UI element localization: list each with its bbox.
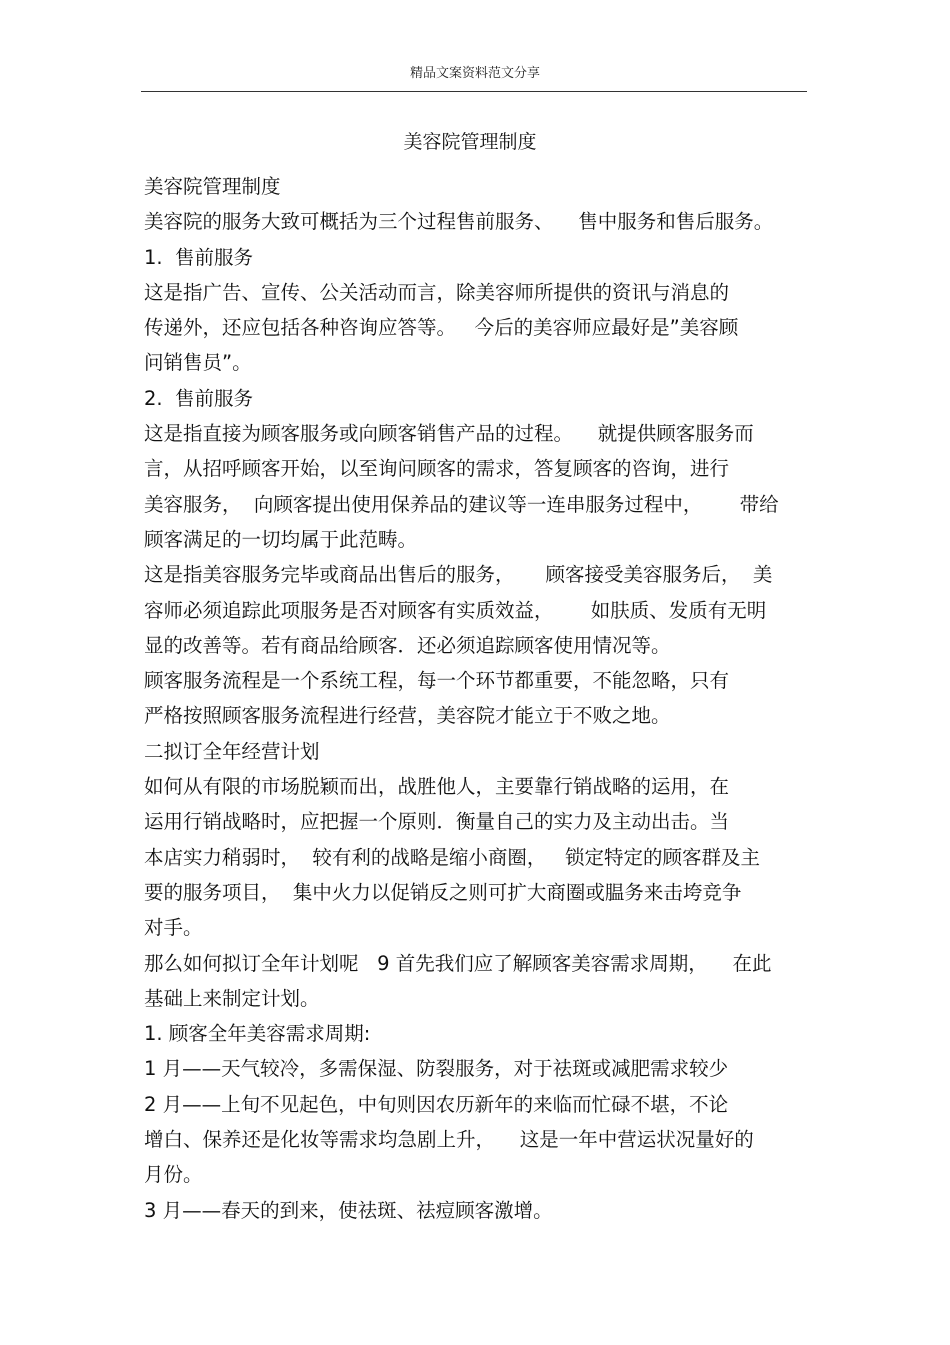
body-line: 顾客满足的一切均属于此范畴。 — [144, 527, 418, 551]
body-line: 严格按照顾客服务流程进行经营，美容院才能立于不败之地。 — [144, 704, 671, 728]
body-line: 1. 顾客全年美容需求周期: — [144, 1022, 371, 1046]
body-line: 本店实力稍弱时， 较有利的战略是缩小商圈， 锁定特定的顾客群及主 — [144, 845, 760, 869]
body-line: 那么如何拟订全年计划呢 9 首先我们应了解顾客美容需求周期， 在此 — [144, 951, 772, 975]
body-line: 1 月——天气较冷，多需保湿、防裂服务，对于祛斑或减肥需求较少 — [144, 1057, 729, 1081]
body-line: 容师必须追踪此项服务是否对顾客有实质效益， 如肤质、发质有无明 — [144, 598, 767, 622]
body-line: 二拟订全年经营计划 — [144, 739, 320, 763]
body-line: 言，从招呼顾客开始，以至询问顾客的需求，答复顾客的咨询，进行 — [144, 457, 730, 481]
document-title: 美容院管理制度 — [403, 131, 537, 153]
body-line: 美容服务， 向顾客提出使用保养品的建议等一连串服务过程中， 带给 — [144, 492, 779, 516]
body-line: 对手。 — [144, 916, 203, 940]
body-line: 显的改善等。若有商品给顾客．还必须追踪顾客使用情况等。 — [144, 633, 671, 657]
page-header: 精品文案资料范文分享 — [409, 66, 540, 81]
body-line: 美容院管理制度 — [144, 175, 281, 198]
body-line: 运用行销战略时，应把握一个原则．衡量自己的实力及主动出击。当 — [144, 810, 730, 834]
body-line: 增白、保养还是化妆等需求均急剧上升， 这是一年中营运状况量好的 — [144, 1128, 754, 1152]
document-body — [144, 173, 810, 1232]
header-divider — [141, 91, 807, 92]
body-line: 2 月——上旬不见起色，中旬则因农历新年的来临而忙碌不堪，不论 — [144, 1092, 729, 1116]
body-line: 要的服务项目， 集中火力以促销反之则可扩大商圈或腽务来击垮竞争 — [144, 880, 742, 904]
body-line: 月份。 — [144, 1163, 203, 1187]
body-line: 这是指美容服务完毕或商品出售后的服务， 顾客接受美容服务后， 美 — [144, 563, 773, 587]
body-line: 3 月——春天的到来，使祛斑、祛痘顾客激增。 — [144, 1198, 553, 1222]
body-line: 美容院的服务大致可概括为三个过程售前服务、 售中服务和售后服务。 — [144, 210, 774, 234]
body-line: 如何从有限的市场脱颖而出，战胜他人，主要靠行销战略的运用，在 — [144, 775, 730, 799]
body-line: 这是指直接为顾客服务或向顾客销售产品的过程。 就提供顾客服务而 — [144, 422, 754, 446]
body-line: 传递外，还应包括各种咨询应答等。 今后的美容师应最好是”美容顾 — [144, 316, 739, 340]
body-line: 这是指广告、宣传、公关活动而言，除美容师所提供的资讯与消息的 — [144, 280, 730, 304]
body-line: 1. 售前服务 — [144, 245, 254, 269]
body-line: 问销售员”。 — [144, 351, 252, 375]
body-line: 2. 售前服务 — [144, 386, 254, 410]
body-line: 基础上来制定计划。 — [144, 986, 320, 1010]
body-line: 顾客服务流程是一个系统工程，每一个环节都重要，不能忽略，只有 — [144, 669, 730, 693]
